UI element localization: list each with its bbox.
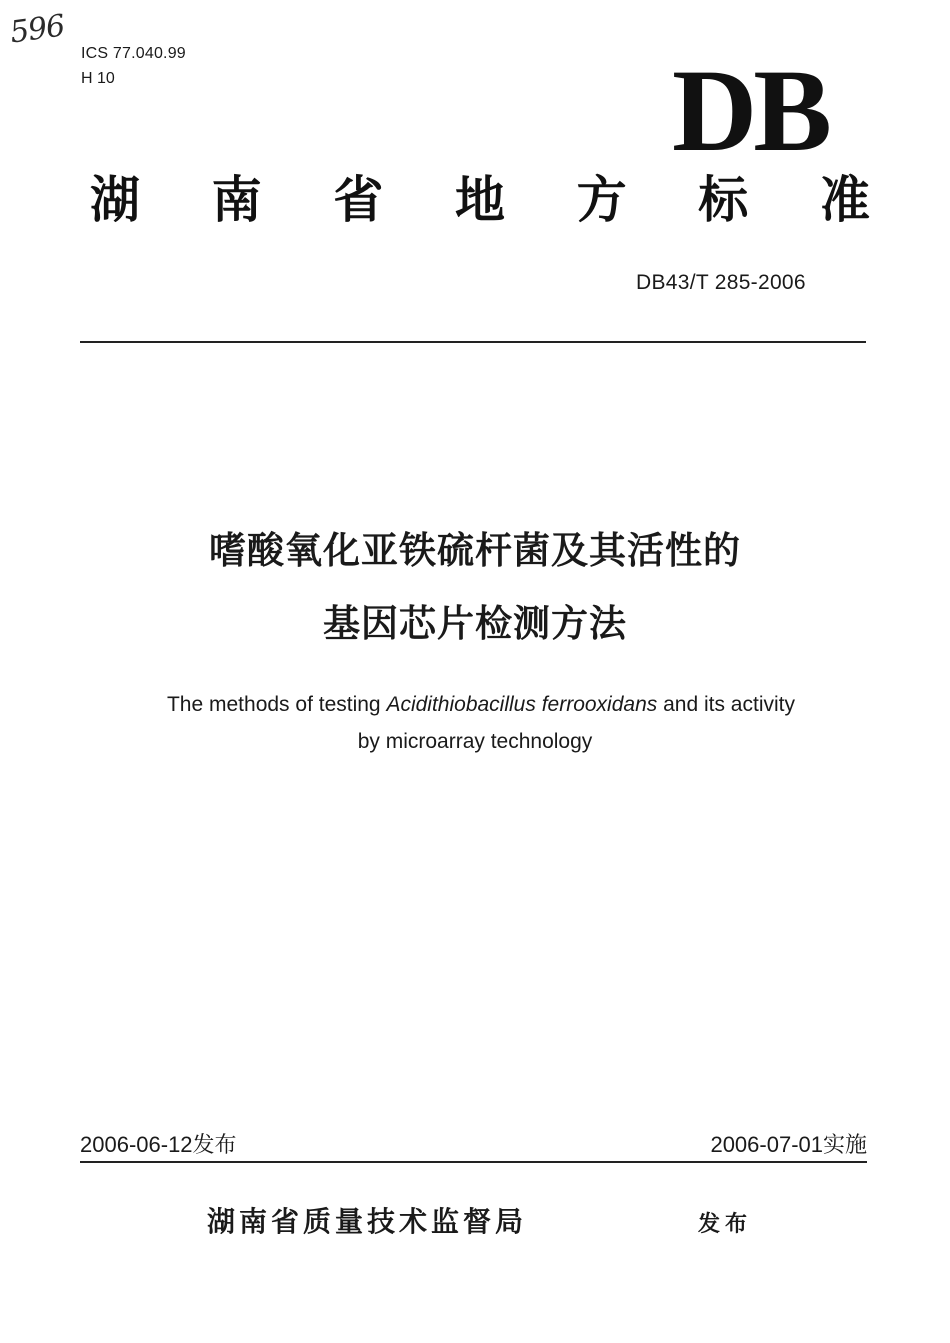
db-logo: DB	[672, 45, 828, 176]
english-title-prefix: The methods of testing	[166, 693, 387, 716]
implementation-date: 2006-07-01实施	[710, 1132, 867, 1157]
standard-type-char: 标	[698, 171, 749, 229]
top-divider	[80, 341, 866, 343]
ics-code: ICS 77.040.99	[81, 45, 186, 62]
english-title-species: Acidithiobacillus ferrooxidans	[386, 693, 658, 716]
standard-type-char: 地	[454, 171, 505, 229]
chinese-title-line-1: 嗜酸氧化亚铁硫杆菌及其活性的	[209, 529, 741, 572]
standard-type-char: 省	[333, 171, 384, 229]
handwritten-page-number: 596	[7, 8, 67, 51]
english-title-line-1	[6, 693, 950, 717]
standard-type-char: 方	[576, 171, 627, 229]
classification-code: H 10	[81, 70, 115, 87]
english-title-line-2: by microarray technology	[357, 730, 593, 753]
bottom-divider	[80, 1161, 867, 1163]
english-title-suffix: and its activity	[657, 693, 795, 716]
issuing-authority: 湖南省质量技术监督局	[207, 1205, 528, 1238]
standard-type-title	[90, 171, 870, 229]
chinese-title-line-2: 基因芯片检测方法	[323, 602, 627, 645]
standard-type-char: 准	[819, 171, 870, 229]
standard-type-char: 湖	[90, 171, 140, 229]
standard-type-char: 南	[211, 171, 262, 229]
standard-number: DB43/T 285-2006	[636, 271, 806, 294]
issue-label: 发布	[698, 1212, 753, 1237]
issue-date: 2006-06-12发布	[80, 1132, 237, 1157]
